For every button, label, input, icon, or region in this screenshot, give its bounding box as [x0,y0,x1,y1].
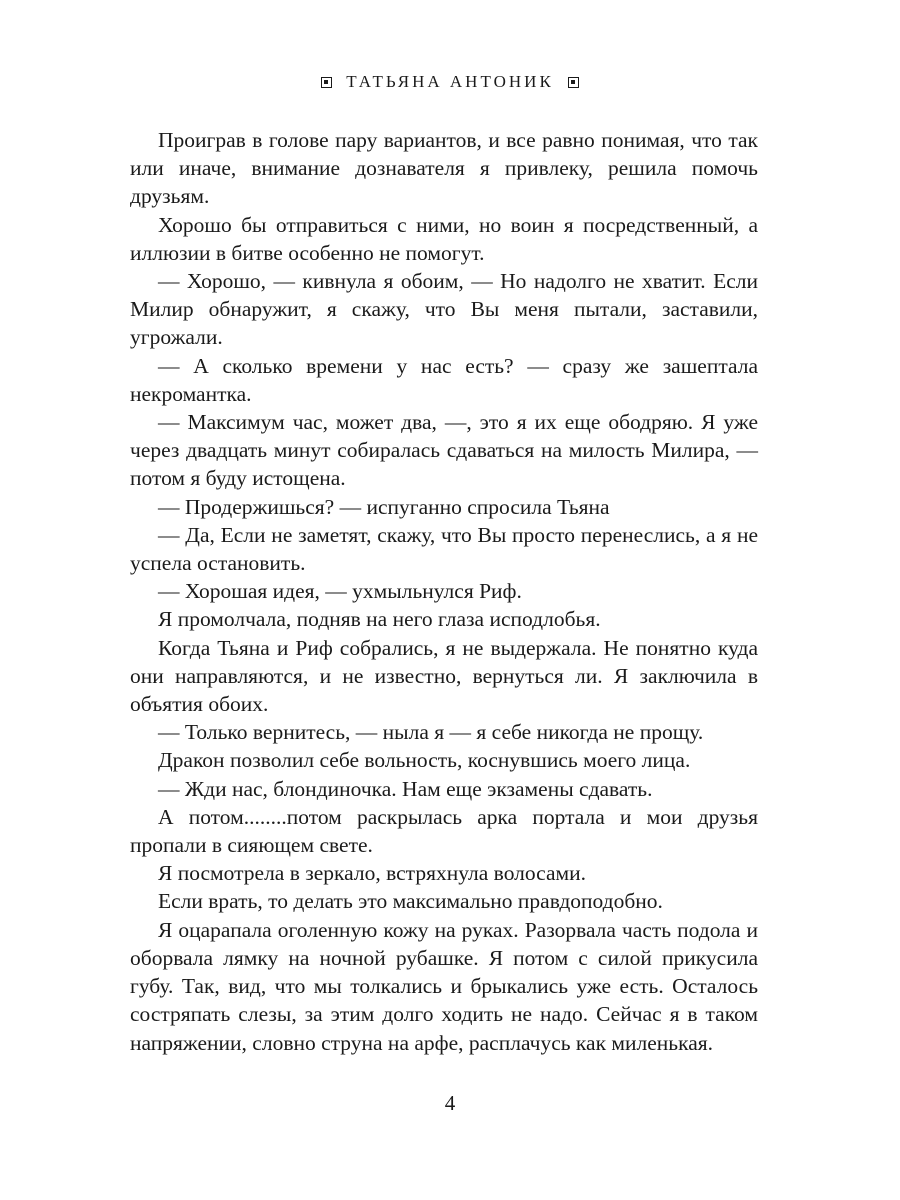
paragraph: — Максимум час, может два, —, это я их еще ободряю. Я уже через двадцать минут собиралась сдаваться на милость Милира, — потом я буду истощена. [130,410,758,491]
paragraph: Если врать, то делать это максимально правдоподобно. [158,889,663,914]
paragraph: Я промолчала, подняв на него глаза исподлобья. [158,607,601,632]
paragraph: — Хорошо, — кивнула я обоим, — Но надолго не хватит. Если Милир обнаружит, я скажу, что Вы меня пытали, заставили, угрожали. [130,269,758,350]
paragraph: Хорошо бы отправиться с ними, но воин я посредственный, а иллюзии в битве особенно не помогут. [130,212,758,265]
paragraph: Проиграв в голове пару вариантов, и все равно понимая, что так или иначе, внимание дознавателя я привлеку, решила помочь друзьям. [130,128,758,209]
ornament-left-icon [321,77,332,88]
ornament-right-icon [568,77,579,88]
body-text [130,126,758,1057]
running-head [0,72,900,92]
paragraph: Когда Тьяна и Риф собрались, я не выдержала. Не понятно куда они направляются, и не известно, вернуться ли. Я заключила в объятия обоих. [130,635,758,717]
paragraph: — Жди нас, блондиночка. Нам еще экзамены сдавать. [158,776,653,801]
paragraph: Я оцарапала оголенную кожу на руках. Разорвала часть подола и оборвала лямку на ночной рубашке. Я потом с силой прикусила губу. Так, вид, что мы толкались и брыкались уже есть. Осталось состряпать слезы, за этим долго ходить не надо. Сейчас я в таком напряжении, словно струна на арфе, расплачусь как миленькая. [130,917,758,1055]
author-name: ТАТЬЯНА АНТОНИК [346,72,554,91]
paragraph: — Хорошая идея, — ухмыльнулся Риф. [158,579,522,604]
paragraph: А потом........потом раскрылась арка портала и мои друзья пропали в сияющем свете. [130,804,758,858]
page-number: 4 [444,1091,456,1115]
paragraph: — Да, Если не заметят, скажу, что Вы просто перенеслись, а я не успела остановить. [130,522,758,576]
paragraph: Дракон позволил себе вольность, коснувшись моего лица. [158,748,691,773]
paragraph: — Продержишься? — испуганно спросила Тьяна [158,494,610,519]
paragraph: Я посмотрела в зеркало, встряхнула волосами. [158,861,587,886]
paragraph: — А сколько времени у нас есть? — сразу же зашептала некромантка. [130,353,758,406]
paragraph: — Только вернитесь, — ныла я — я себе никогда не прощу. [158,720,704,745]
